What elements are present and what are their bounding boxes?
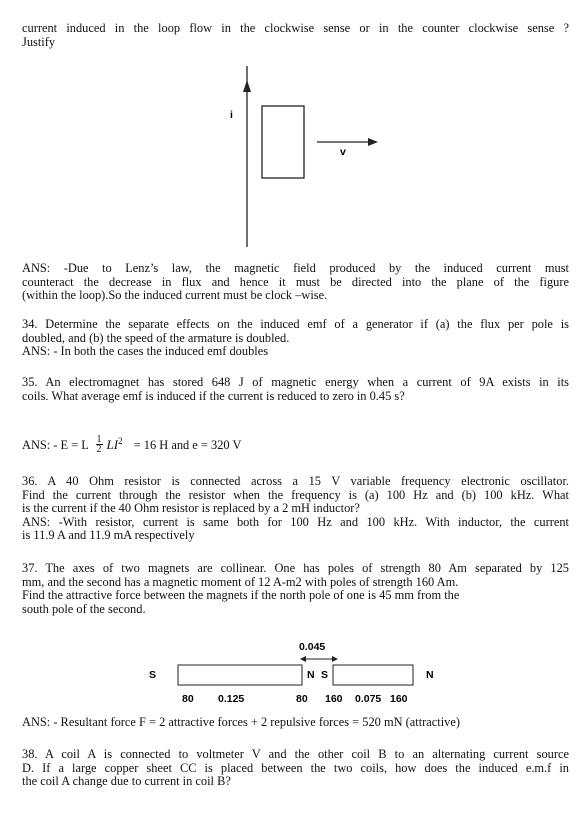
q36-line-1: 36. A 40 Ohm resistor is connected across a 15 V variable frequency electronic oscillator. — [22, 474, 569, 488]
pole-strength-1: 80 — [182, 693, 194, 705]
intro-line-2: Justify — [22, 34, 56, 49]
gap-arrow-right — [332, 656, 338, 662]
magnets-figure — [120, 640, 460, 720]
question-36 — [22, 475, 569, 543]
q36-answer-2: is 11.9 A and 11.9 mA respectively — [22, 528, 195, 543]
q35-line-1: 35. An electromagnet has stored 648 J of magnetic energy when a current of 9A exists in its — [22, 375, 569, 389]
q38-line-3: the coil A change due to current in coil B? — [22, 774, 231, 789]
q34-answer: ANS: - In both the cases the induced emf doubles — [22, 344, 269, 359]
answer-lenz-line-3: (within the loop).So the induced current must be clock –wise. — [22, 288, 328, 303]
question-35 — [22, 376, 569, 403]
pole-strength-4: 160 — [390, 693, 408, 705]
magnet2-length: 0.075 — [355, 693, 382, 705]
q37-answer-block — [22, 716, 569, 730]
q37-line-2: mm, and the second has a magnetic moment of 12 A-m2 with poles of strength 160 Am. — [22, 574, 459, 589]
q35-fraction — [96, 435, 103, 454]
magnet1-north-label: N — [307, 669, 315, 681]
pole-strength-2: 80 — [296, 693, 308, 705]
magnet1-length: 0.125 — [218, 693, 245, 705]
magnet-1 — [178, 665, 302, 685]
q36-line-2: Find the current through the resistor when the frequency is (a) 100 Hz and (b) 100 kHz. What — [22, 487, 569, 502]
intro-question — [22, 22, 569, 49]
magnet2-south-label: S — [321, 669, 329, 681]
q35-frac-num: 1 — [96, 433, 102, 445]
conducting-loop — [262, 106, 304, 178]
loop-wire-figure — [200, 62, 400, 252]
pole-strength-3: 160 — [325, 693, 343, 705]
q35-line-2: coils. What average emf is induced if the current is reduced to zero in 0.45 s? — [22, 388, 405, 403]
q38-line-2: D. If a large copper sheet CC is placed between the two coils, how does the induced e.m.f in — [22, 760, 569, 775]
magnet-2 — [333, 665, 413, 685]
q34-line-1: 34. Determine the separate effects on the induced emf of a generator if (a) the flux per pole is — [22, 317, 569, 331]
q35-answer-prefix: ANS: - E = L — [22, 438, 89, 453]
q36-answer-1: ANS: -With resistor, current is same both for 100 Hz and 100 kHz. With inductor, the current — [22, 514, 569, 529]
current-label: i — [230, 109, 233, 121]
velocity-label: v — [340, 146, 346, 158]
question-37 — [22, 562, 569, 616]
q35-answer-suffix: = 16 H and e = 320 V — [133, 438, 242, 453]
q35-frac-den: 2 — [96, 443, 102, 455]
gap-arrow-left — [300, 656, 306, 662]
q35-answer — [22, 433, 242, 456]
q38-line-1: 38. A coil A is connected to voltmeter V and the other coil B to an alternating current source — [22, 747, 569, 761]
q37-answer: ANS: - Resultant force F = 2 attractive forces + 2 repulsive forces = 520 mN (attractive) — [22, 715, 460, 729]
q34-line-2: doubled, and (b) the speed of the armature is doubled. — [22, 330, 290, 345]
q37-line-4: south pole of the second. — [22, 601, 146, 616]
intro-line-1: current induced in the loop flow in the clockwise sense or in the counter clockwise sense ? — [22, 21, 569, 35]
question-34 — [22, 318, 569, 359]
gap-label: 0.045 — [299, 641, 326, 653]
magnet2-north-label: N — [426, 669, 434, 681]
magnet1-south-label: S — [149, 669, 157, 681]
q36-line-3: is the current if the 40 Ohm resistor is replaced by a 2 mH inductor? — [22, 501, 360, 516]
answer-lenz-line-1: ANS: -Due to Lenz’s law, the magnetic field produced by the induced current must — [22, 261, 569, 275]
velocity-arrow — [368, 138, 378, 146]
current-arrow — [243, 80, 251, 92]
q37-line-3: Find the attractive force between the magnets if the north pole of one is 45 mm from the — [22, 588, 460, 603]
question-38 — [22, 748, 569, 789]
answer-lenz-line-2: counteract the decrease in flux and hence it must be directed into the plane of the figure — [22, 274, 569, 289]
q35-expr: LI — [106, 437, 119, 453]
q37-line-1: 37. The axes of two magnets are collinear. One has poles of strength 80 Am separated by 125 — [22, 561, 569, 575]
q35-exp: 2 — [118, 436, 123, 446]
answer-lenz — [22, 262, 569, 303]
